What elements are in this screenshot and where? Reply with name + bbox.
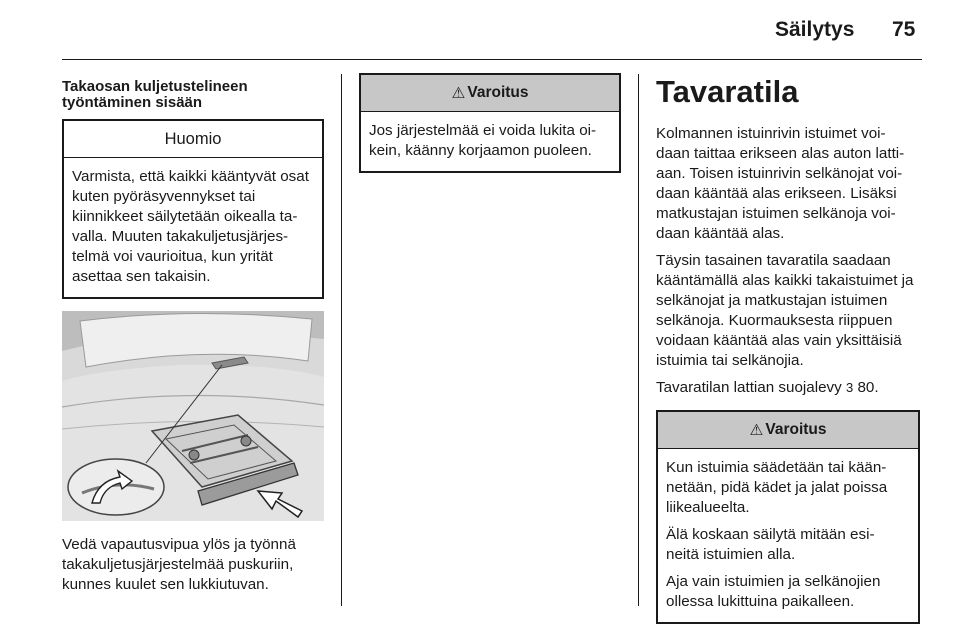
middle-column	[359, 73, 621, 173]
warning-title: Varoitus	[765, 421, 827, 438]
section-title: Tavaratila	[656, 74, 799, 109]
rear-carrier-illustration	[62, 311, 324, 521]
note-text: Varmista, että kaikki kääntyvät osat kuten pyöräsyvennykset tai kiinnikkeet säilytetään oikealla ta- valla. Muuten takakuljetusjärjes- telmä voi vaurioitua, kun yrität asettaa sen takaisin.	[72, 168, 309, 285]
left-column	[62, 73, 324, 595]
cross-reference[interactable]	[656, 378, 920, 398]
warning-box	[656, 410, 920, 624]
warning-title-row	[361, 75, 619, 112]
paragraph: Täysin tasainen tavaratila saadaan kääntämällä alas kaikki takaistuimet ja selkänojat ja matkustajan istuimen selkänoja. Kuormauksesta riippuen voidaan kääntää alas vain yksittäisiä istuimia tai selkänojia.	[656, 252, 914, 369]
warning-title-row	[658, 412, 918, 449]
figure-caption: Vedä vapautusvipua ylös ja työnnä takakuljetusjärjestelmää puskuriin, kunnes kuulet sen lukkiutuvan.	[62, 536, 296, 593]
warning-triangle-icon: ⚠	[451, 84, 466, 102]
note-box	[62, 119, 324, 299]
note-title: Huomio	[64, 121, 322, 158]
warning-title: Varoitus	[467, 84, 529, 101]
page-header-title: Säilytys	[775, 18, 855, 41]
right-column	[656, 73, 920, 624]
warning-paragraph: Älä koskaan säilytä mitään esi- neitä istuimien alla.	[666, 526, 875, 563]
reference-page[interactable]: 80.	[857, 379, 879, 396]
section-subheading: Takaosan kuljetustelineen työntäminen sisään	[62, 78, 248, 111]
reference-text: Tavaratilan lattian suojalevy	[656, 379, 842, 396]
warning-box	[359, 73, 621, 173]
page-number: 75	[892, 18, 916, 41]
warning-triangle-icon: ⚠	[749, 421, 764, 439]
warning-paragraph: Aja vain istuimien ja selkänojien ollessa lukittuina paikalleen.	[666, 573, 881, 610]
header-rule	[62, 59, 922, 60]
warning-body	[658, 449, 918, 622]
column-divider-1	[341, 74, 342, 606]
warning-text: Jos järjestelmää ei voida lukita oi- kein, käänny korjaamon puoleen.	[369, 122, 597, 159]
column-divider-2	[638, 74, 639, 606]
car-rear-illustration-svg	[62, 311, 324, 521]
warning-paragraph: Kun istuimia säädetään tai kään- netään, pidä kädet ja jalat poissa liikealueelta.	[666, 459, 888, 516]
paragraph: Kolmannen istuinrivin istuimet voi- daan taittaa erikseen alas auton latti- aan. Toisen istuinrivin selkänojat voi- daan kääntää alas erikseen. Lisäksi matkustajan istuimen selkänoja voi- daan kääntää alas.	[656, 125, 905, 242]
reference-arrow: 3	[845, 380, 854, 395]
